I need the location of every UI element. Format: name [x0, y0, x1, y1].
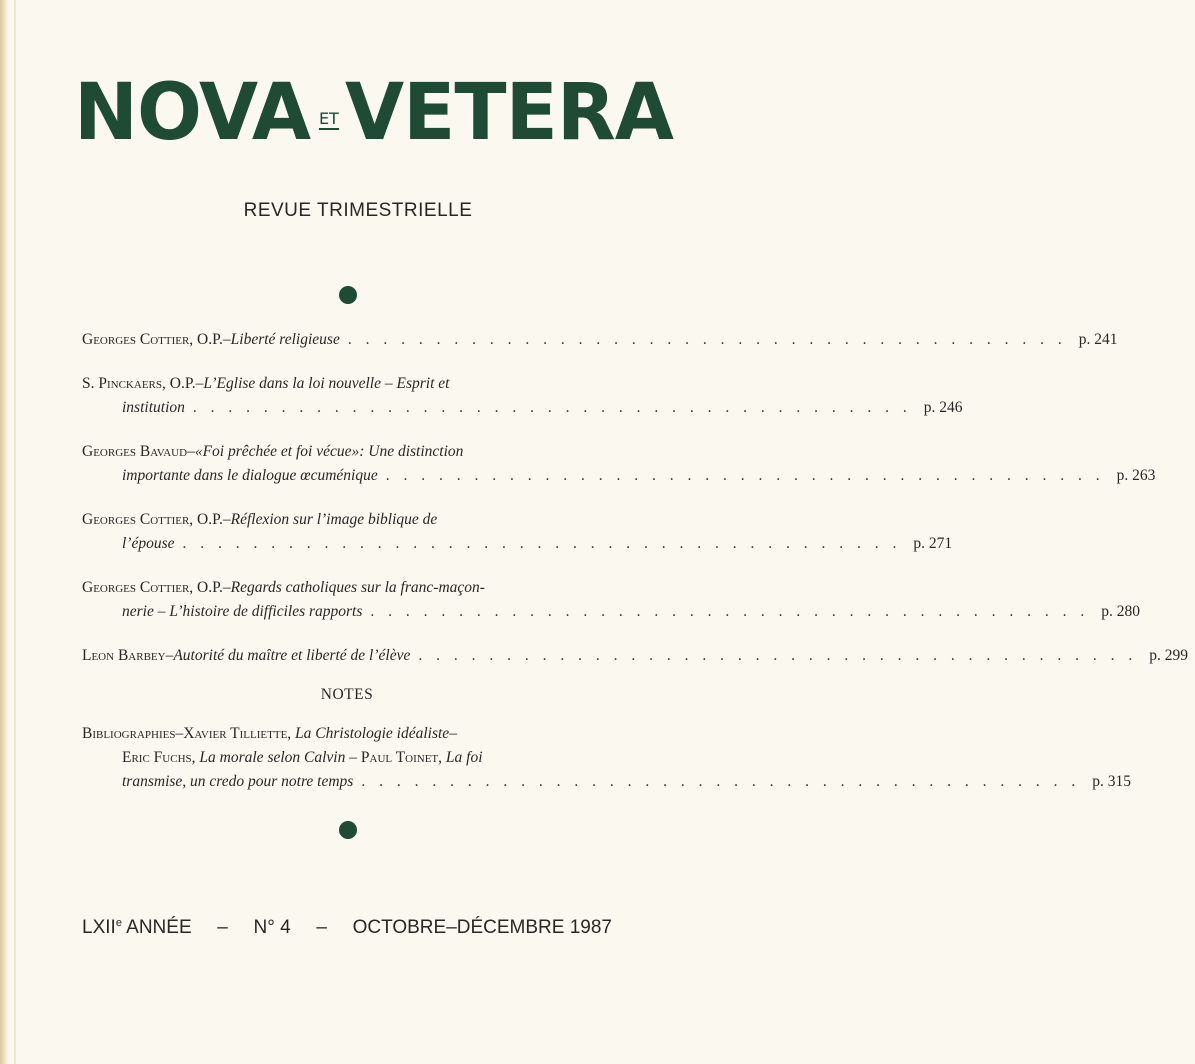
biblio-author-3: Paul Toinet	[360, 749, 439, 766]
issue-footer	[82, 917, 612, 939]
biblio-title-3: La foi	[445, 749, 483, 766]
toc-page: p. 241	[1078, 331, 1118, 348]
toc-separator: –	[165, 647, 174, 664]
toc-page: p. 263	[1116, 467, 1156, 484]
bibliography-entry: Bibliographies – Xavier Tilliette , La Christologie idéaliste – Eric Fuchs , La morale selon Calvin – Paul Toinet , La foi transmise, un credo pour notre temps . . . . . . . . . . . . . . . . . . . . . . . . . . . . . . . . . . . . . . . . . p. 315	[82, 724, 612, 792]
toc-title: Liberté religieuse	[230, 331, 340, 348]
toc-title: «Foi prêchée et foi vécue»: Une distinction	[194, 443, 464, 460]
toc-entry	[82, 442, 1156, 486]
spine-line	[14, 0, 16, 1064]
biblio-title-1: La Christologie idéaliste	[295, 725, 450, 742]
toc-entry	[82, 646, 1188, 666]
leader-dots: . . . . . . . . . . . . . . . . . . . . . . . . . . . . . . . . . . . . . . . . .	[182, 535, 902, 552]
toc-separator: –	[222, 579, 231, 596]
toc-separator: –	[222, 511, 231, 528]
subtitle: REVUE TRIMESTRIELLE	[243, 200, 473, 221]
toc-separator: –	[187, 443, 195, 460]
leader-dots: . . . . . . . . . . . . . . . . . . . . . . . . . . . . . . . . . . . . . . . . .	[347, 331, 1067, 348]
toc-title: L’Eglise dans la loi nouvelle – Esprit et	[203, 375, 450, 392]
masthead-et: ET	[318, 109, 339, 128]
toc-title-cont: institution	[122, 399, 185, 416]
toc-page: p. 271	[913, 535, 953, 552]
toc-entry	[82, 578, 1141, 622]
masthead-vetera: VETERA	[344, 68, 673, 158]
toc-author: Georges Cottier, O.P.	[82, 511, 223, 528]
biblio-dash-1: –	[449, 725, 457, 742]
toc-author: Leon Barbey	[82, 647, 166, 664]
toc-title: Autorité du maître et liberté de l’élève	[173, 647, 411, 664]
toc-title: Réflexion sur l’image biblique de	[230, 511, 438, 528]
year-numeral: LXII	[82, 917, 116, 938]
notes-heading: NOTES	[320, 686, 374, 703]
toc-page: p. 280	[1101, 603, 1141, 620]
biblio-separator: –	[175, 725, 184, 742]
biblio-title-3-cont: transmise, un credo pour notre temps	[122, 773, 354, 790]
toc-page: p. 299	[1149, 647, 1188, 664]
toc-author: Georges Cottier, O.P.	[82, 579, 223, 596]
footer-dash-1: –	[217, 917, 228, 938]
toc-entry	[82, 374, 963, 418]
table-of-contents	[82, 330, 1188, 792]
toc-entry	[82, 510, 953, 554]
issue-year	[82, 917, 192, 939]
toc-separator: –	[195, 375, 204, 392]
leader-dots: . . . . . . . . . . . . . . . . . . . . . . . . . . . . . . . . . . . . . . . . .	[361, 773, 1081, 790]
biblio-page: p. 315	[1092, 773, 1131, 790]
biblio-dash-2: –	[345, 749, 361, 766]
leader-dots: . . . . . . . . . . . . . . . . . . . . . . . . . . . . . . . . . . . . . . . . .	[385, 467, 1105, 484]
year-superscript: e	[115, 917, 122, 929]
masthead-nova: NOVA	[74, 68, 311, 158]
toc-entry	[82, 330, 1118, 350]
toc-author: Georges Cottier, O.P.	[82, 331, 223, 348]
toc-title-cont: importante dans le dialogue œcuménique	[122, 467, 378, 484]
toc-author: Georges Bavaud	[82, 443, 188, 460]
toc-author: S. Pinckaers, O.P.	[82, 375, 196, 392]
biblio-title-2: La morale selon Calvin	[199, 749, 346, 766]
leader-dots: . . . . . . . . . . . . . . . . . . . . . . . . . . . . . . . . . . . . . . . . .	[418, 647, 1138, 664]
biblio-author-2: Eric Fuchs	[122, 749, 192, 766]
biblio-author-1: Xavier Tilliette	[183, 725, 288, 742]
toc-separator: –	[222, 331, 231, 348]
issue-period: OCTOBRE–DÉCEMBRE 1987	[352, 917, 612, 938]
toc-page: p. 246	[923, 399, 963, 416]
footer-dash-2: –	[316, 917, 327, 938]
year-word: ANNÉE	[121, 917, 192, 938]
issue-number: N° 4	[253, 917, 291, 938]
toc-title-cont: nerie – L’histoire de difficiles rapports	[122, 603, 363, 620]
ornament-dot-top	[339, 286, 357, 304]
ornament-dot-bottom	[339, 821, 357, 839]
spine-edge	[0, 0, 9, 1064]
masthead	[74, 62, 673, 158]
toc-title: Regards catholiques sur la franc-maçon-	[230, 579, 485, 596]
leader-dots: . . . . . . . . . . . . . . . . . . . . . . . . . . . . . . . . . . . . . . . . .	[192, 399, 912, 416]
toc-title-cont: l’épouse	[122, 535, 175, 552]
leader-dots: . . . . . . . . . . . . . . . . . . . . . . . . . . . . . . . . . . . . . . . . .	[370, 603, 1090, 620]
biblio-label: Bibliographies	[82, 725, 176, 742]
